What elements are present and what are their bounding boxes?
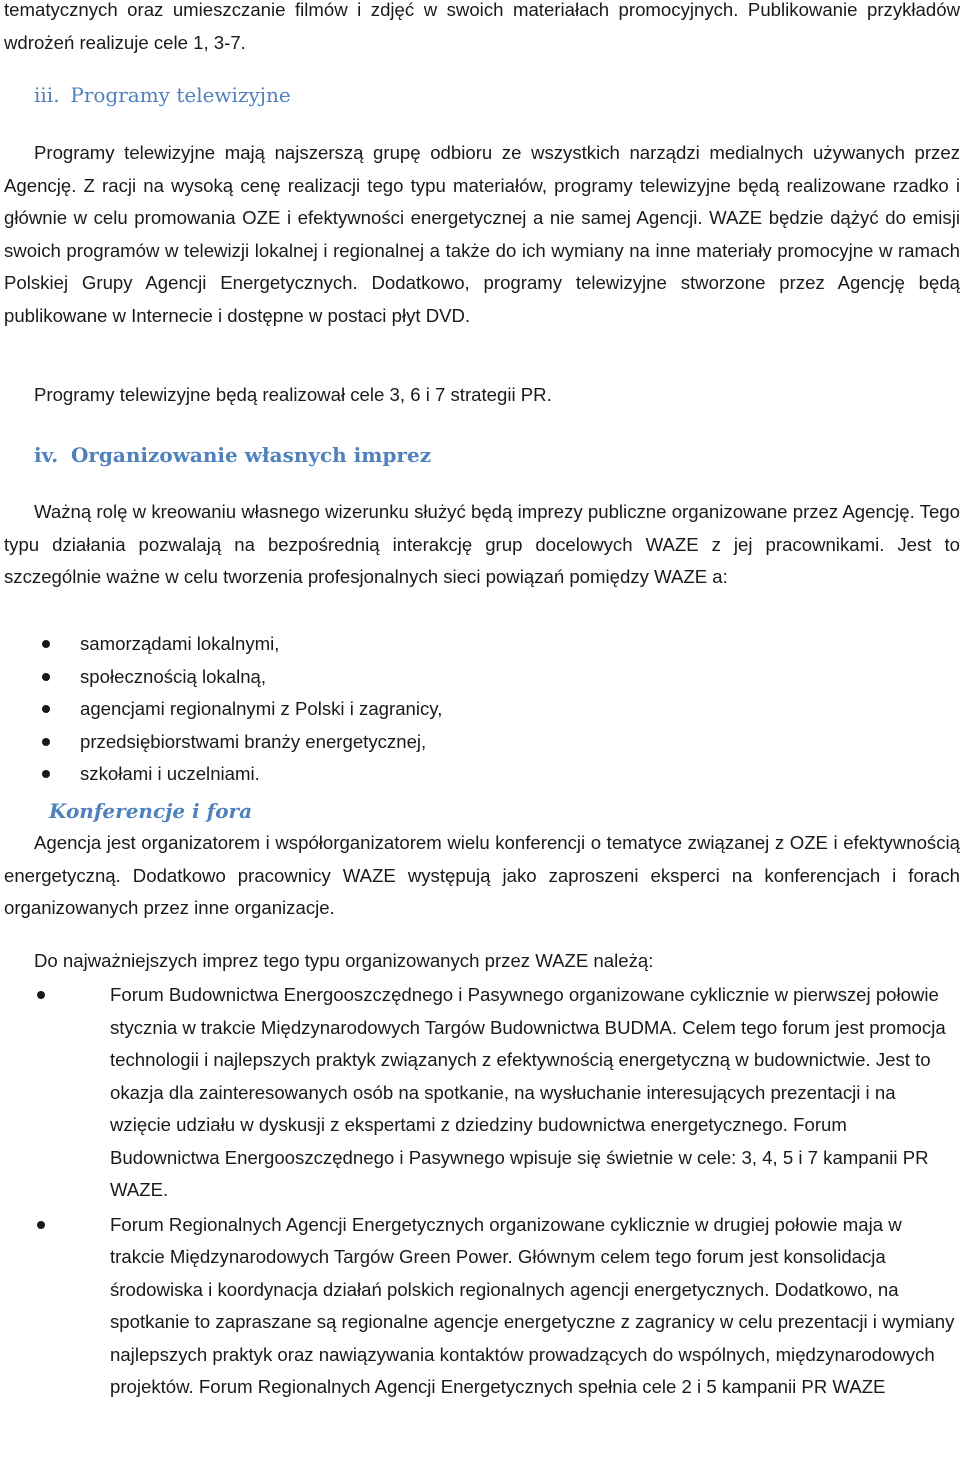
list-item: przedsiębiorstwami branży energetycznej, [80,726,442,759]
bullet-icon [37,991,45,999]
list-item: agencjami regionalnymi z Polski i zagranicy, [80,693,442,726]
paragraph-intro: tematycznych oraz umieszczanie filmów i zdjęć w swoich materiałach promocyjnych. Publikowanie przykładów wdrożeń realizuje cele 1, 3-7. [4,0,960,53]
list-item: Forum Regionalnych Agencji Energetycznych organizowane cyklicznie w drugiej połowie maja w trakcie Międzynarodowych Targów Green Power. Głównym celem tego forum jest konsolidacja środowiska i koordynacja działań polskich regionalnych agencji energetycznych. Dodatkowo, na spotkanie to zapraszane są regionalne agencje energetyczne z zagranicy w celu prezentacji i wymiany najlepszych praktyk oraz nawiązywania kontaktów prowadzących do wspólnych, międzynarodowych projektów. Forum Regionalnych Agencji Energetycznych spełnia cele 2 i 5 kampanii PR WAZE [110,1209,956,1404]
list-item: społecznością lokalną, [80,661,442,694]
bullet-icon [42,673,50,681]
section-number: iv. [34,443,59,467]
section-heading-iv [34,439,431,471]
paragraph-tv-programs: Programy telewizyjne mają najszerszą grupę odbioru ze wszystkich narządzi medialnych używanych przez Agencję. Z racji na wysoką cenę realizacji tego typu materiałów, programy telewizyjne będą realizowane rzadko i głównie w celu promowania OZE i efektywności energetycznej a nie samej Agencji. WAZE będzie dążyć do emisji swoich programów w telewizji lokalnej i regionalnej a także do ich wymiany na inne materiały promocyjne w ramach Polskiej Grupy Agencji Energetycznych. Dodatkowo, programy telewizyjne stworzone przez Agencję będą publikowane w Internecie i dostępne w postaci płyt DVD. [4,142,960,326]
bullet-icon [42,770,50,778]
section-title: Organizowanie własnych imprez [70,443,432,467]
paragraph-events: Ważną rolę w kreowaniu własnego wizerunku służyć będą imprezy publiczne organizowane przez Agencję. Tego typu działania pozwalają na bezpośrednią interakcję grup docelowych WAZE z jej pracownikami. Jest to szczególnie ważne w celu tworzenia profesjonalnych sieci powiązań pomiędzy WAZE a: [4,501,960,587]
bullet-icon [42,705,50,713]
list-item: Forum Budownictwa Energooszczędnego i Pasywnego organizowane cyklicznie w pierwszej połowie stycznia w trakcie Międzynarodowych Targów Budownictwa BUDMA. Celem tego forum jest promocja technologii i najlepszych praktyk związanych z efektywnością energetyczną w budownictwie. Jest to okazja dla zainteresowanych osób na spotkanie, na wysłuchanie interesujących prezentacji i na wzięcie udziału w dyskusji z ekspertami z dziedziny budownictwa energetycznego. Forum Budownictwa Energooszczędnego i Pasywnego wpisuje się świetnie w cele: 3, 4, 5 i 7 kampanii PR WAZE. [110,979,956,1207]
paragraph-conferences: Agencja jest organizatorem i współorganizatorem wielu konferencji o tematyce związanej z OZE i efektywnością energetyczną. Dodatkowo pracownicy WAZE występują jako zaproszeni eksperci na konferencjach i forach organizowanych przez inne organizacje. [4,832,960,918]
section-number: iii. [34,83,60,107]
events-list [110,979,956,1404]
partner-list [80,628,442,791]
list-item: samorządami lokalnymi, [80,628,442,661]
section-title: Programy telewizyjne [70,83,291,107]
subheading-conferences: Konferencje i fora [49,799,253,823]
bullet-icon [42,738,50,746]
paragraph-tv-goals: Programy telewizyjne będą realizował cele 3, 6 i 7 strategii PR. [34,384,552,405]
paragraph-events-intro: Do najważniejszych imprez tego typu organizowanych przez WAZE należą: [34,950,654,971]
list-item: szkołami i uczelniami. [80,758,442,791]
section-heading-iii [34,79,291,111]
bullet-icon [42,640,50,648]
bullet-icon [37,1221,45,1229]
